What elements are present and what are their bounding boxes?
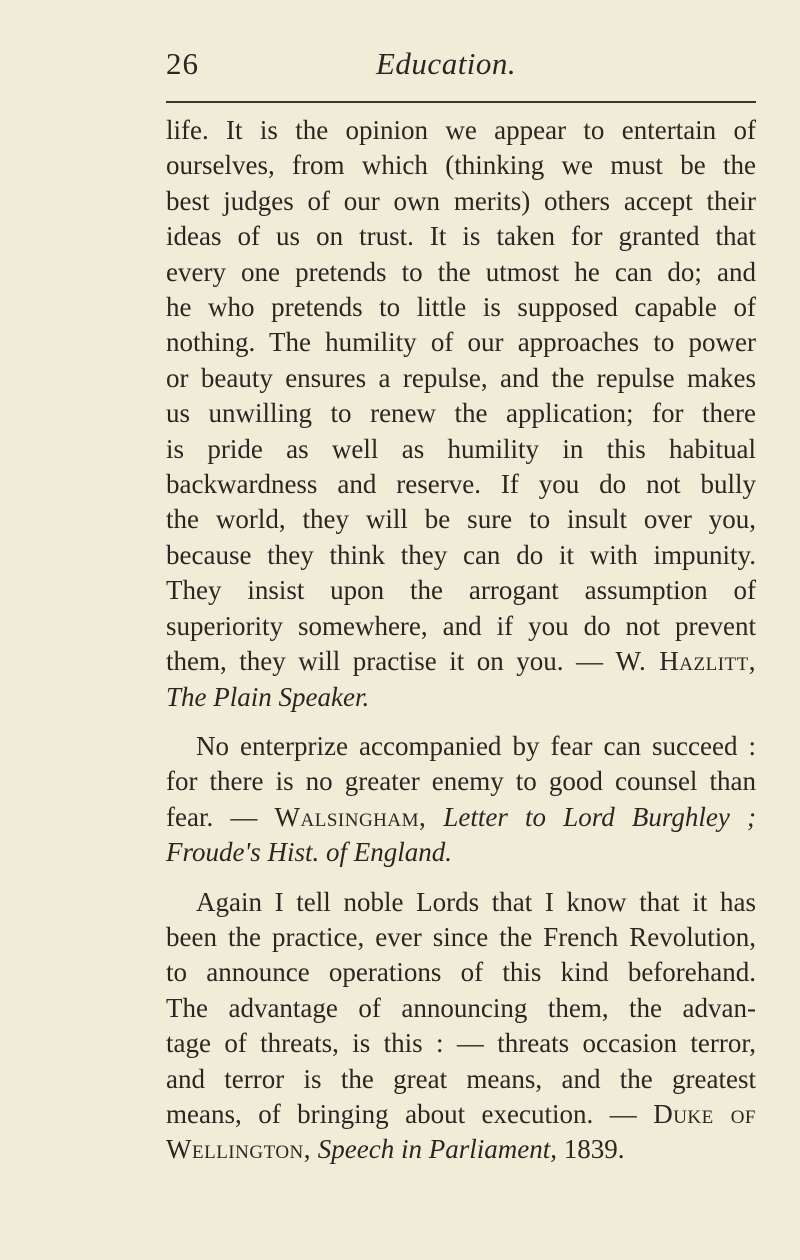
quote-author: W. Hazlitt, (615, 646, 757, 677)
text-line: us unwilling to renew the application; for there (166, 398, 756, 429)
quote-year: 1839. (563, 1134, 625, 1165)
quote-author: Duke of (653, 1098, 757, 1129)
text-line: superiority somewhere, and if you do not prevent (166, 610, 756, 641)
text-line: No enterprize accompanied by fear can succeed : (196, 730, 756, 761)
text-line: best judges of our own merits) others accept their (166, 185, 756, 216)
text-line: backwardness and reserve. If you do not bully (166, 469, 756, 500)
text-line: the world, they will be sure to insult over you, (166, 504, 756, 535)
text-fragment: them, they will practise it on you. — (166, 646, 616, 677)
text-line: ideas of us on trust. It is taken for granted that (166, 221, 756, 252)
running-header (166, 44, 756, 84)
text-line: he who pretends to little is supposed capable of (166, 292, 756, 323)
quote-hazlitt (166, 113, 756, 715)
text-line (166, 1097, 756, 1132)
quote-source: Speech in Parliament, (317, 1134, 557, 1165)
text-line: for there is no greater enemy to good counsel than (166, 766, 756, 797)
text-line: ourselves, from which (thinking we must be the (166, 150, 756, 181)
text-line: been the practice, ever since the French Revolution, (166, 921, 756, 952)
text-line: Again I tell noble Lords that I know that it has (196, 886, 756, 917)
quote-source: Letter to Lord Burghley ; (443, 801, 756, 832)
text-fragment: means, of bringing about execution. — (166, 1098, 654, 1129)
body-text (166, 113, 756, 1168)
text-line (166, 1132, 756, 1167)
text-line (166, 835, 756, 870)
text-line: The advantage of announcing them, the advan- (166, 992, 756, 1023)
text-line (166, 800, 756, 835)
text-line: or beauty ensures a repulse, and the repulse makes (166, 362, 756, 393)
page-number: 26 (166, 46, 199, 81)
quote-author: Walsingham, (274, 801, 427, 832)
text-line: life. It is the opinion we appear to entertain of (166, 115, 756, 145)
text-line: is pride as well as humility in this habitual (166, 433, 756, 464)
text-line (166, 644, 756, 679)
text-line (166, 680, 756, 715)
quote-source: Froude's Hist. of England. (166, 837, 453, 868)
text-line: every one pretends to the utmost he can do; and (166, 256, 756, 287)
running-title: Education. (376, 46, 517, 81)
text-line: because they think they can do it with impunity. (166, 539, 756, 570)
quote-wellington (166, 885, 756, 1168)
text-line: tage of threats, is this : — threats occasion terror, (166, 1028, 756, 1059)
text-line: to announce operations of this kind beforehand. (166, 957, 756, 988)
text-line: nothing. The humility of our approaches to power (166, 327, 756, 358)
quote-walsingham (166, 729, 756, 871)
quote-source: The Plain Speaker. (166, 681, 370, 712)
text-line: and terror is the great means, and the greatest (166, 1063, 756, 1094)
header-rule (166, 101, 756, 103)
text-fragment: fear. — (166, 801, 275, 832)
text-line: They insist upon the arrogant assumption of (166, 575, 756, 606)
quote-author: Wellington, (166, 1134, 312, 1165)
